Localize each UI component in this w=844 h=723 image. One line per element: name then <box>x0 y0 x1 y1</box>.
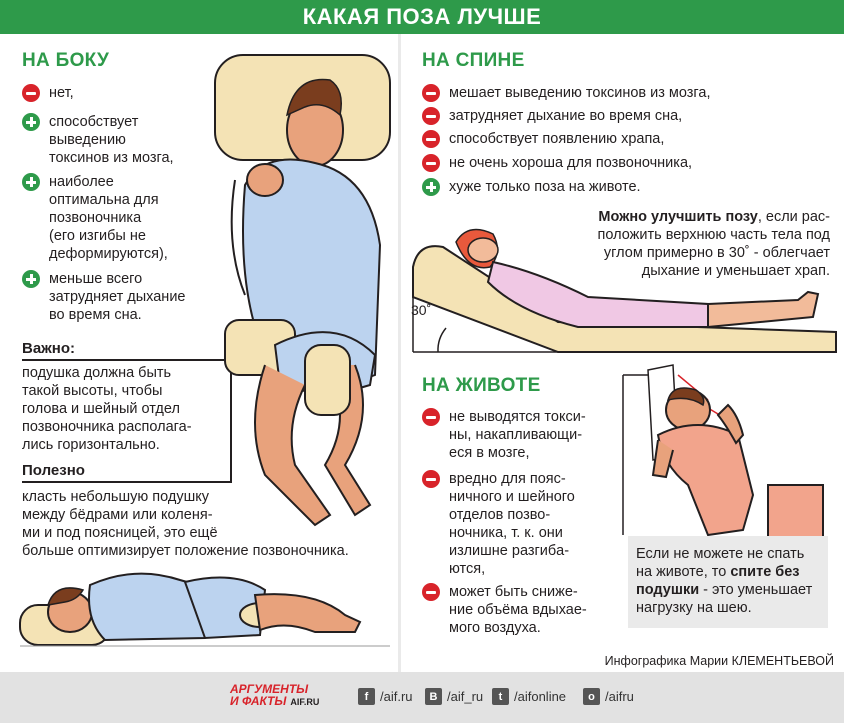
page-title: КАКАЯ ПОЗА ЛУЧШЕ <box>302 4 542 29</box>
side-item-text: способствует выведению токсинов из мозга, <box>49 114 174 166</box>
logo-bottom: И ФАКТЫ <box>230 694 287 708</box>
rule-line <box>22 359 232 361</box>
stomach-item-text: вредно для пояс- ничного и шейного отделов позво- ночника, т. к. они излишне разгибa- ются, <box>449 471 575 577</box>
useful-heading: Полезно <box>22 462 85 479</box>
back-item-3 <box>422 130 822 148</box>
social-twitter[interactable] <box>492 688 566 705</box>
facebook-icon: f <box>358 688 375 705</box>
stomach-item-text: может быть сниже- ние объёма вдыхае- мого воздуха. <box>449 584 587 636</box>
social-vk[interactable] <box>425 688 483 705</box>
callout-pre: Если не можете не спать на животе, то <box>636 546 805 580</box>
useful-text: класть небольшую подушку между бёдрами или коленя- ми и под поясницей, это ещё больше оптимизирует положение позвоночника. <box>22 489 349 559</box>
back-item-text: хуже только поза на животе. <box>449 179 641 195</box>
side-item-2 <box>22 113 212 167</box>
plus-icon <box>422 178 440 196</box>
back-item-2 <box>422 107 822 125</box>
back-item-1 <box>422 84 822 102</box>
minus-icon <box>422 84 440 102</box>
stomach-item-1 <box>422 408 622 462</box>
title-bar <box>0 0 844 34</box>
odnoklassniki-icon: о <box>583 688 600 705</box>
back-sleeper-illustration <box>408 222 838 357</box>
plus-icon <box>22 173 40 191</box>
social-label: /aif_ru <box>447 689 484 704</box>
back-item-5 <box>422 178 822 196</box>
social-label: /aif.ru <box>380 689 413 704</box>
side-sleeper-illustration <box>205 45 395 545</box>
callout-post: - это уменьшает нагрузку на шею. <box>636 582 813 616</box>
logo-domain: AIF.RU <box>290 697 320 707</box>
back-item-4 <box>422 154 822 172</box>
stomach-callout-text <box>636 545 826 617</box>
social-facebook[interactable] <box>358 688 413 705</box>
social-odnoklassniki[interactable] <box>583 688 634 705</box>
important-heading: Важно: <box>22 340 76 357</box>
footer <box>0 672 844 723</box>
back-item-text: мешает выведению токсинов из мозга, <box>449 85 711 101</box>
stomach-heading: НА ЖИВОТЕ <box>422 375 541 396</box>
minus-icon <box>422 408 440 426</box>
stomach-sleeper-illustration <box>618 365 828 555</box>
column-divider <box>398 34 401 672</box>
twitter-icon: t <box>492 688 509 705</box>
stomach-item-3 <box>422 583 622 637</box>
social-label: /aifru <box>605 689 634 704</box>
side-heading: НА БОКУ <box>22 50 110 71</box>
minus-icon <box>422 583 440 601</box>
stomach-item-2 <box>422 470 622 578</box>
back-item-text: затрудняет дыхание во время сна, <box>449 108 683 124</box>
plus-icon <box>22 113 40 131</box>
plus-icon <box>22 270 40 288</box>
stomach-item-text: не выводятся токси- ны, накапливающи- еся в мозге, <box>449 409 586 461</box>
side-item-text: меньше всего затрудняет дыхание во время сна. <box>49 271 186 323</box>
aif-logo[interactable] <box>230 683 322 713</box>
minus-icon <box>422 154 440 172</box>
back-tip-bold: Можно улучшить позу <box>598 209 758 225</box>
minus-icon <box>422 107 440 125</box>
side-sleeper-small-illustration <box>15 560 395 655</box>
back-heading: НА СПИНЕ <box>422 50 525 71</box>
rule-line <box>22 481 232 483</box>
back-item-text: не очень хороша для позвоночника, <box>449 155 693 171</box>
credit-text: Инфографика Марии КЛЕМЕНТЬЕВОЙ <box>604 654 834 668</box>
angle-label: 30˚ <box>411 302 432 318</box>
minus-icon <box>22 84 40 102</box>
vk-icon: В <box>425 688 442 705</box>
minus-icon <box>422 130 440 148</box>
minus-icon <box>422 470 440 488</box>
side-item-text: нет, <box>49 85 74 101</box>
side-item-3 <box>22 173 212 263</box>
side-item-1 <box>22 84 212 102</box>
social-label: /aifonline <box>514 689 567 704</box>
back-tip-rest: , если рас- положить верхнюю часть тела под углом примерно в 30˚ - облегчает дыхание и уменьшает храп. <box>597 209 830 279</box>
callout-bold: спите без подушки <box>636 564 800 598</box>
side-item-4 <box>22 270 222 324</box>
logo-top: АРГУМЕНТЫ <box>230 682 309 696</box>
important-text: подушка должна быть такой высоты, чтобы голова и шейный отдел позвоночника располага- лись горизонтально. <box>22 365 192 453</box>
back-item-text: способствует появлению храпа, <box>449 131 665 147</box>
side-item-text: наиболее оптимальна для позвоночника (его изгибы не деформируются), <box>49 174 168 262</box>
